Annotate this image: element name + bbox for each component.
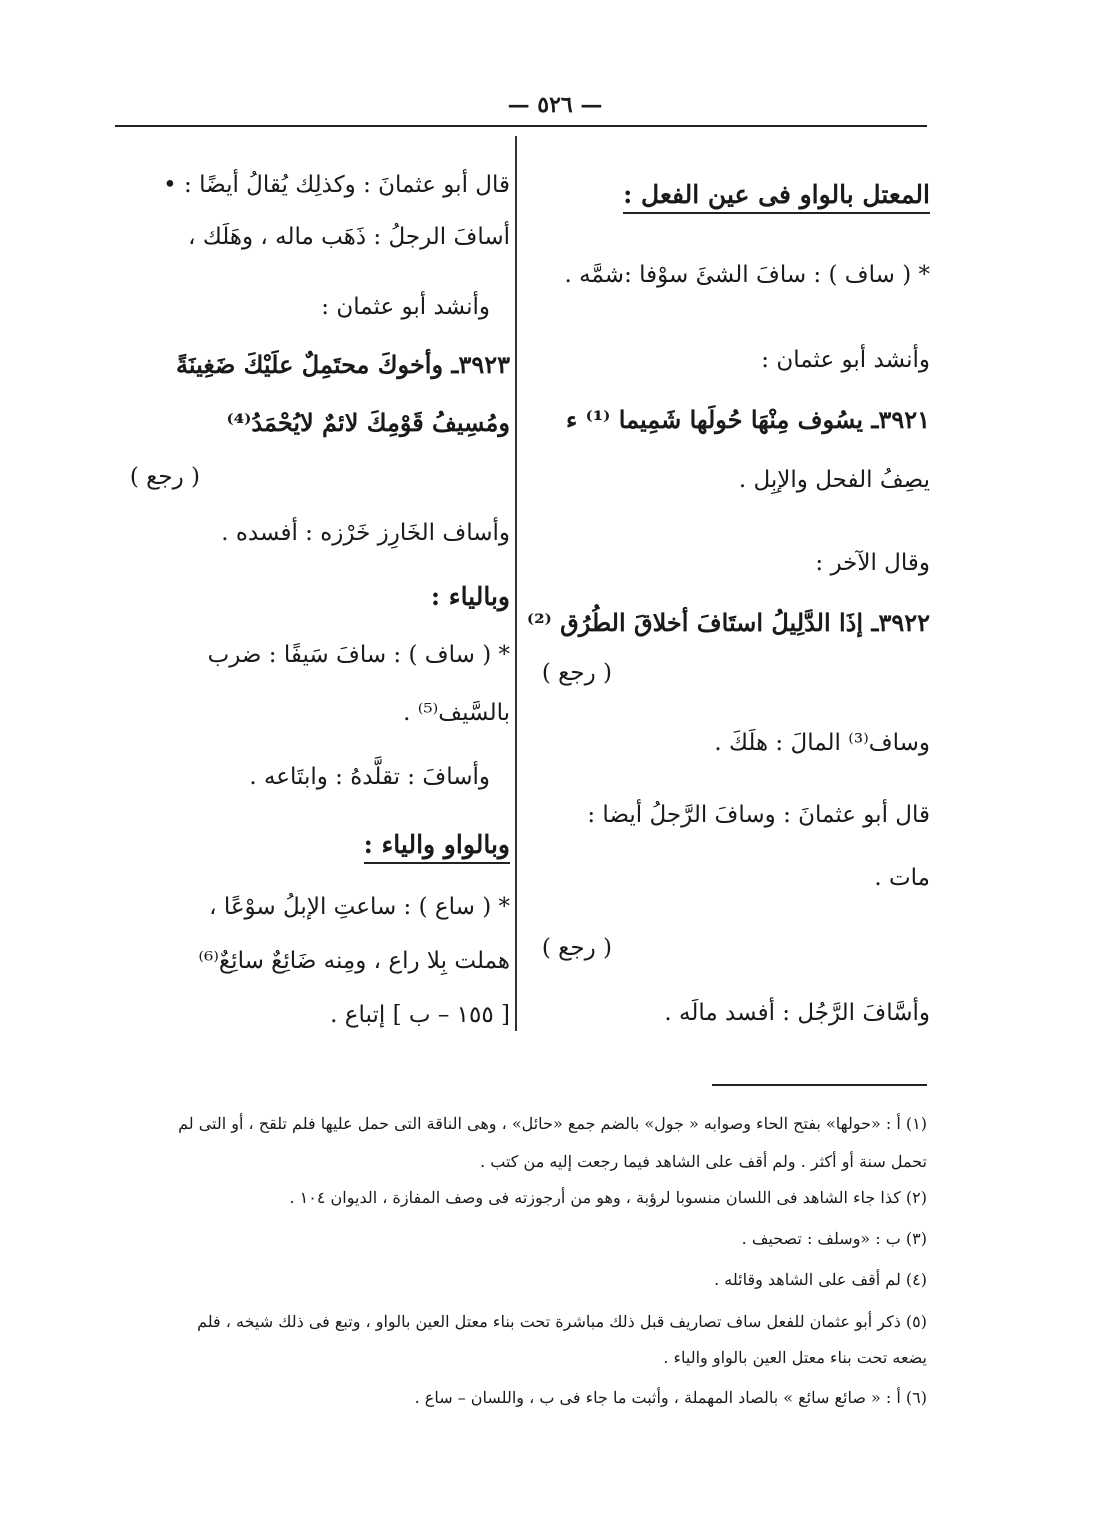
entry-line: ( رجع ) [129, 464, 200, 490]
top-rule [115, 125, 927, 127]
entry-line: * ( ساع ) : ساعتِ الإبلُ سوْعًا ، [209, 894, 510, 920]
entry-line: وأساف الخَارِز خَرْزه : أفسده . [221, 520, 510, 546]
verse-line: ومُسِيفُ قَوْمِكَ لائمٌ لايُحْمَدُ⁽⁴⁾ [226, 408, 510, 437]
sub-heading [364, 830, 510, 860]
page-number: — ٥٢٦ — [507, 92, 603, 118]
footnote-line: تحمل سنة أو أكثر . ولم أقف على الشاهد فيما رجعت إليه من كتب . [480, 1152, 927, 1171]
verse-line: ٣٩٢١ـ يسُوف مِنْهَا حُولَها شَمِيما ⁽¹⁾ ء [565, 405, 930, 434]
entry-line: بالسَّيف⁽⁵⁾ . [403, 700, 510, 726]
sub-heading-text: وبالواو والياء : [364, 830, 510, 864]
entry-line: أسافَ الرجلُ : ذَهَب ماله ، وهَلَك ، [188, 224, 510, 250]
entry-line: قال أبو عثمانَ : وكذلِك يُقالُ أيضًا : • [163, 172, 510, 198]
entry-line: * ( ساف ) : سافَ الشئَ سوْفا :شمَّه . [564, 262, 930, 288]
footnote-line: (٦) أ : « صائع سائع » بالصاد المهملة ، وأثبت ما جاء فى ب ، واللسان – ساع . [414, 1388, 927, 1407]
entry-line: ( رجع ) [541, 660, 612, 686]
sub-heading: وبالياء : [430, 582, 510, 611]
entry-line: * ( ساف ) : سافَ سَيفًا : ضرب [207, 642, 510, 668]
entry-line: هملت بِلا راع ، ومِنه ضَائِعٌ سائِعٌ⁽⁶⁾ [198, 948, 510, 974]
entry-line: يصِفُ الفحل والإبِل . [738, 467, 930, 493]
section-heading [623, 180, 930, 210]
entry-line: وقال الآخر : [815, 550, 930, 576]
entry-line: مات . [874, 865, 930, 891]
entry-line: وأسافَ : تقلَّدهُ : وابتَاعه . [249, 764, 490, 790]
footnote-line: (٤) لم أقف على الشاهد وقائله . [714, 1270, 927, 1289]
entry-line: وأنشد أبو عثمان : [761, 347, 930, 373]
footnote-line: (٢) كذا جاء الشاهد فى اللسان منسوبا لرؤبة ، وهو من أرجوزته فى وصف المفازة ، الديوان ١٠٤ . [289, 1188, 927, 1207]
column-divider [515, 136, 517, 1031]
entry-line: وأسَّافَ الرَّجُل : أفسد مالَه . [664, 1000, 930, 1026]
footnote-line: (٥) ذكر أبو عثمان للفعل ساف تصاريف قبل ذلك مباشرة تحت بناء معتل العين بالواو ، وتبع فى ذلك شيخه ، فلم [197, 1312, 927, 1331]
footnote-line: يضعه تحت بناء معتل العين بالواو والياء . [663, 1348, 927, 1367]
verse-line: ٣٩٢٢ـ إذَا الدَّلِيلُ استَافَ أخلاقَ الطُرُق ⁽²⁾ [526, 608, 930, 637]
footnote-line: (٣) ب : «وسلف : تصحيف . [741, 1229, 927, 1248]
footnote-rule [712, 1084, 927, 1086]
entry-line: قال أبو عثمانَ : وسافَ الرَّجلُ أيضا : [587, 802, 930, 828]
footnote-line: (١) أ : «حولها» بفتح الحاء وصوابه « جول» بالضم جمع «حائل» ، وهى الناقة التى حمل عليها فلم تلقح ، أو التى لم [178, 1114, 927, 1133]
entry-line: ( رجع ) [541, 935, 612, 961]
entry-line: وأنشد أبو عثمان : [321, 294, 490, 320]
verse-line: ٣٩٢٣ـ وأخوكَ محتَمِلٌ علَيْكَ ضَغِينَةً [176, 350, 510, 379]
section-heading-text: المعتل بالواو فى عين الفعل : [623, 180, 930, 214]
entry-line: [ ١٥٥ – ب ] إتباع . [330, 1002, 510, 1028]
entry-line: وساف⁽³⁾ المالَ : هلَكَ . [714, 730, 930, 756]
